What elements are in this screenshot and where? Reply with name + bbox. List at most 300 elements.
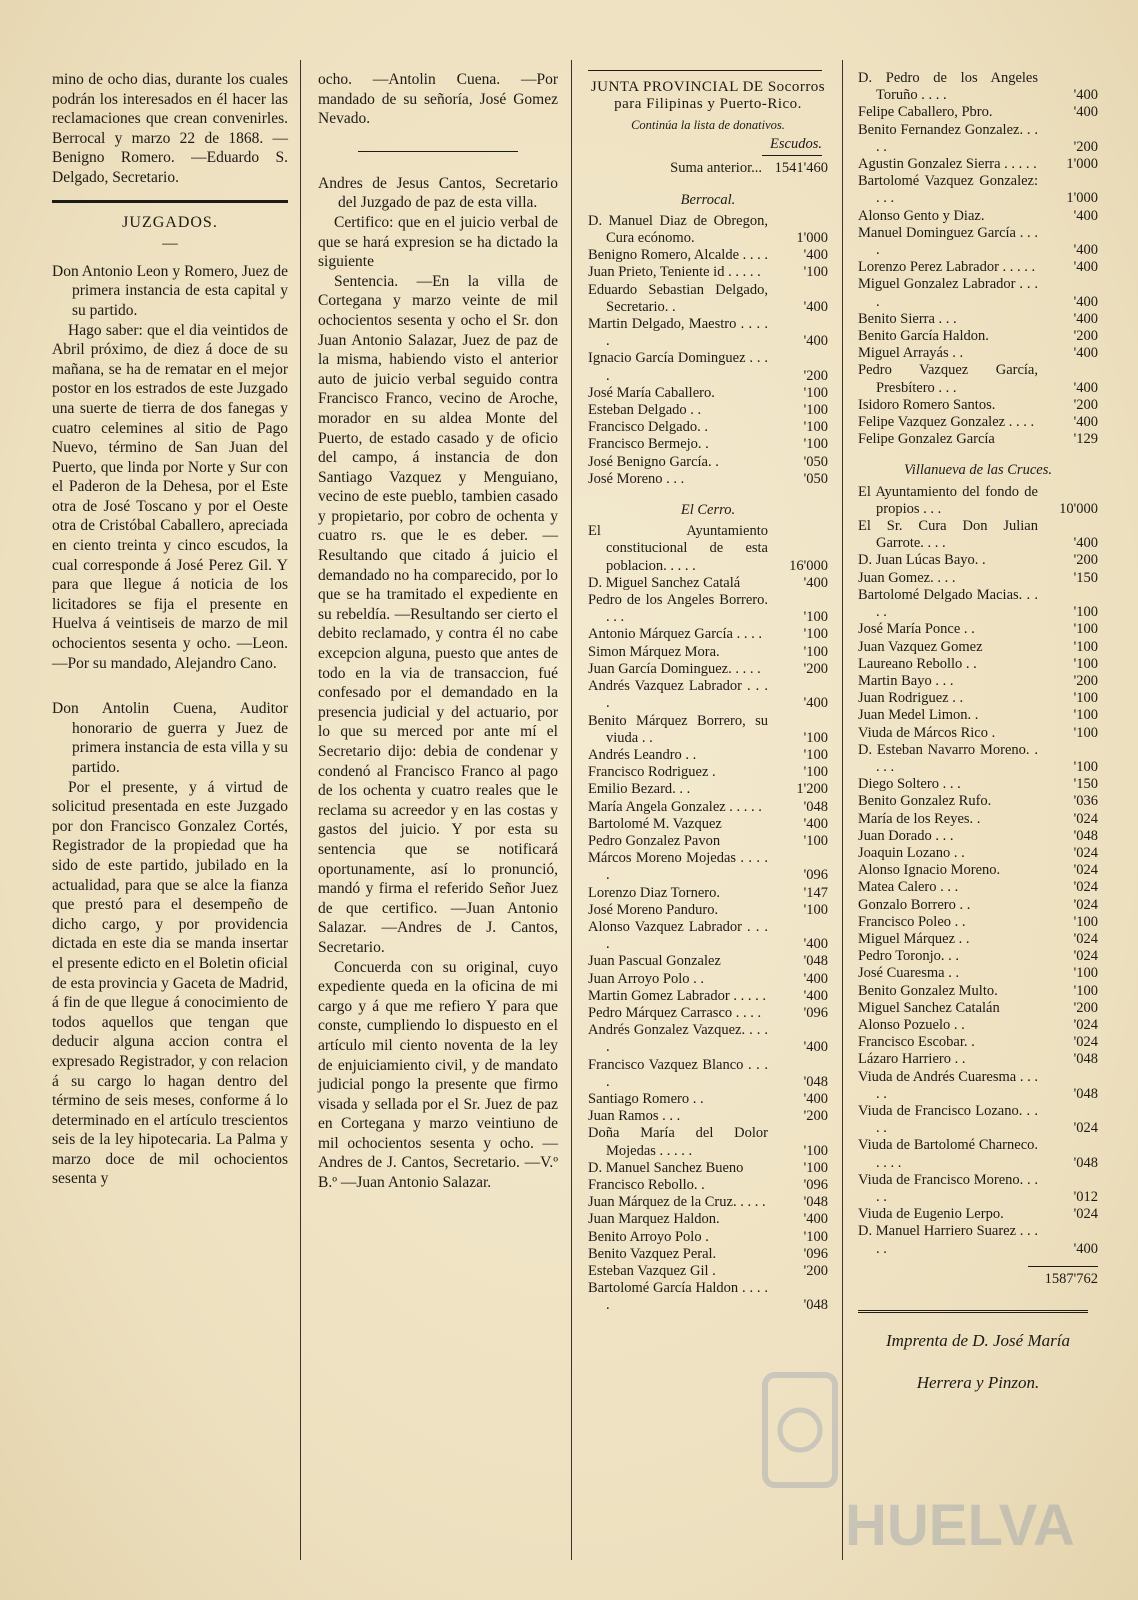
previous-sum-value: 1541'460 xyxy=(774,160,828,177)
donor-name: Miguel Gonzalez Labrador . . . . xyxy=(858,276,1038,310)
donor-name: Juan Pascual Gonzalez xyxy=(588,953,721,970)
donor-name: Pedro de los Angeles Borrero. . . . xyxy=(588,592,768,626)
donor-name: Pedro Gonzalez Pavon xyxy=(588,832,721,849)
donor-name: Esteban Vazquez Gil . xyxy=(588,1263,716,1279)
donor-name: Bartolomé García Haldon . . . . . xyxy=(588,1280,768,1314)
section-heading: JUZGADOS. xyxy=(122,213,218,231)
donation-row xyxy=(858,587,1098,621)
donor-name: Lorenzo Diaz Tornero. xyxy=(588,884,720,901)
donor-name: Benito Gonzalez Rufo. xyxy=(858,793,992,810)
donation-amount: '400 xyxy=(1073,87,1098,104)
donation-amount: '050 xyxy=(803,470,828,487)
donation-row xyxy=(588,592,828,626)
donation-amount: '096 xyxy=(803,1004,828,1021)
donor-name: Alonso Vazquez Labrador . . . . xyxy=(588,918,768,953)
donation-row xyxy=(858,879,1098,896)
donation-row xyxy=(858,828,1098,845)
donation-amount: '100 xyxy=(803,384,828,401)
donation-row xyxy=(858,690,1098,707)
donation-row xyxy=(858,1137,1098,1171)
donation-amount: '048 xyxy=(803,1297,828,1314)
donation-amount: '100 xyxy=(1073,724,1098,741)
donation-amount: '024 xyxy=(1073,1120,1098,1137)
seal-icon xyxy=(745,1355,1075,1565)
donation-amount: '100 xyxy=(803,609,828,626)
donor-name: Felipe Vazquez Gonzalez . . . . xyxy=(858,414,1035,431)
imprint-rule xyxy=(858,1310,1088,1315)
donor-name: Emilio Bezard. . . xyxy=(588,781,691,798)
donation-groups xyxy=(858,70,1098,1258)
donor-name: Benito Gonzalez Multo. xyxy=(858,982,998,999)
donation-row xyxy=(858,862,1098,879)
donation-amount: '100 xyxy=(803,1159,828,1176)
donation-row xyxy=(588,833,828,850)
donation-amount: '400 xyxy=(1073,379,1098,396)
donor-name: Juan Ramos . . . xyxy=(588,1108,681,1125)
donation-row xyxy=(588,247,828,264)
donor-name: Benito Fernandez Gonzalez. . . . . xyxy=(858,121,1038,155)
donor-name: Laureano Rebollo . . xyxy=(858,655,977,672)
notice-2-lead: Don Antolin Cuena, Auditor honorario de guerra y Juez de primera instancia de esta villa y su partido. xyxy=(52,700,288,776)
donation-row xyxy=(588,1280,828,1314)
donor-name: José Cuaresma . . xyxy=(858,965,960,982)
donor-name: Juan Marquez Haldon. xyxy=(588,1211,720,1228)
donation-amount: '050 xyxy=(803,453,828,470)
donation-amount: '400 xyxy=(803,815,828,832)
donor-name: Alonso Ignacio Moreno. xyxy=(858,862,1001,879)
donation-amount: '100 xyxy=(803,764,828,781)
donation-row xyxy=(858,1069,1098,1103)
donation-row xyxy=(588,626,828,643)
donation-amount: '048 xyxy=(1073,1085,1098,1102)
currency-label: Escudos. xyxy=(770,136,822,153)
donor-name: María Angela Gonzalez . . . . . xyxy=(588,798,762,815)
donation-row xyxy=(588,264,828,281)
donation-amount: '100 xyxy=(803,402,828,419)
donation-row xyxy=(858,1017,1098,1034)
donation-row xyxy=(858,1000,1098,1017)
donation-row xyxy=(858,742,1098,776)
donor-name: Alonso Pozuelo . . xyxy=(858,1016,965,1033)
donor-name: Benito Sierra . . . xyxy=(858,310,957,327)
donation-amount: '100 xyxy=(1073,707,1098,724)
donation-amount: '024 xyxy=(1073,930,1098,947)
donation-row xyxy=(588,1022,828,1056)
donor-name: Juan Vazquez Gomez xyxy=(858,638,983,655)
donation-row xyxy=(588,316,828,350)
donation-row xyxy=(588,644,828,661)
donor-name: Viuda de Márcos Rico . xyxy=(858,724,996,741)
donation-row xyxy=(588,799,828,816)
donor-name: El Ayuntamiento del fondo de propios . . . xyxy=(858,483,1038,517)
place-heading: El Cerro. xyxy=(680,502,736,519)
donation-row xyxy=(588,1091,828,1108)
donor-name: Felipe Caballero, Pbro. xyxy=(858,104,993,121)
donation-row xyxy=(588,678,828,712)
donation-amount: '024 xyxy=(1073,879,1098,896)
donation-amount: '400 xyxy=(1073,345,1098,362)
donation-amount: '400 xyxy=(1073,207,1098,224)
donation-row xyxy=(588,988,828,1005)
donation-amount: '400 xyxy=(803,1039,828,1056)
donation-amount: '400 xyxy=(1073,259,1098,276)
donation-row xyxy=(858,931,1098,948)
donation-amount: '400 xyxy=(803,970,828,987)
donor-name: Martin Delgado, Maestro . . . . . xyxy=(588,316,768,350)
donation-row xyxy=(858,259,1098,276)
donation-row xyxy=(858,362,1098,396)
donation-row xyxy=(588,816,828,833)
donor-name: Andrés Gonzalez Vazquez. . . . . xyxy=(588,1022,768,1056)
donor-name: María de los Reyes. . xyxy=(858,810,981,827)
donation-row xyxy=(588,1229,828,1246)
donor-name: Manuel Dominguez García . . . . xyxy=(858,224,1038,259)
donor-name: José María Ponce . . xyxy=(858,621,975,638)
donation-row xyxy=(858,311,1098,328)
donation-amount: '096 xyxy=(803,867,828,884)
donor-name: Francisco Delgado. . xyxy=(588,419,708,436)
donor-name: Viuda de Eugenio Lerpo. xyxy=(858,1206,1004,1223)
donor-name: José Moreno Panduro. xyxy=(588,901,719,918)
donation-row xyxy=(858,793,1098,810)
watermark-text: HUELVA xyxy=(845,1493,1075,1558)
column-1 xyxy=(52,70,288,1189)
list-continues-note: Continúa la lista de donativos. xyxy=(631,118,785,132)
donor-name: Bartolomé M. Vazquez xyxy=(588,815,722,832)
donation-amount: '100 xyxy=(803,901,828,918)
column-divider xyxy=(571,60,572,1560)
donation-row xyxy=(588,419,828,436)
donation-row xyxy=(858,328,1098,345)
donation-amount: '400 xyxy=(803,247,828,264)
donor-name: Esteban Delgado . . xyxy=(588,402,702,419)
donation-amount: '048 xyxy=(803,1073,828,1090)
donor-name: D. Manuel Harriero Suarez . . . . . xyxy=(858,1223,1038,1257)
donation-amount: '200 xyxy=(1073,396,1098,413)
notice-1-body: Hago saber: que el dia veintidos de Abril próximo, de diez á doce de su mañana, se ha de rematar en el mejor postor en los estrados de este Juzgado una suerte de tierra de dos fanegas y cuatro celemines al sitio de Pago Nuevo, término de San Juan del Puerto, que linda por Norte y Sur con el Paderon de la Dehesa, por el Este otra de José Toscano y por el Oeste otra de Cristóbal Caballero, apreciada en ciento treinta y cinco escudos, la cual corresponde á José Perez Gil. Y para que llegue á noticia de los licitadores se fija el presente en Huelva á veintiseis de marzo de mil ochocientos sesenta y ocho. —Leon. —Por su mandado, Alejandro Cano. xyxy=(52,321,288,672)
donation-amount: '400 xyxy=(1073,414,1098,431)
donor-name: Doña María del Dolor Mojedas . . . . . xyxy=(588,1125,768,1159)
donor-name: Lázaro Harriero . . xyxy=(858,1051,966,1068)
donation-amount: '200 xyxy=(803,367,828,384)
donation-row xyxy=(588,454,828,471)
column-divider xyxy=(842,60,843,1560)
donation-row xyxy=(588,575,828,592)
donation-row xyxy=(858,1172,1098,1206)
column-3 xyxy=(588,70,828,1315)
donation-amount: '200 xyxy=(1073,999,1098,1016)
donor-name: Andrés Leandro . . xyxy=(588,746,697,763)
donation-row xyxy=(858,639,1098,656)
donation-amount: '036 xyxy=(1073,793,1098,810)
place-heading: Berrocal. xyxy=(680,191,736,208)
donation-amount: '100 xyxy=(1073,638,1098,655)
spacer xyxy=(52,673,288,699)
donation-row xyxy=(588,713,828,747)
donor-name: Eduardo Sebastian Delgado, Secretario. . xyxy=(588,281,768,315)
donation-row xyxy=(588,402,828,419)
donor-name: Benito Vazquez Peral. xyxy=(588,1245,717,1262)
donation-amount: '048 xyxy=(1073,1154,1098,1171)
donation-groups xyxy=(588,192,828,1315)
donation-amount: '400 xyxy=(803,574,828,591)
donation-amount: '048 xyxy=(1073,1051,1098,1068)
donation-row xyxy=(588,1125,828,1159)
donation-row xyxy=(588,1108,828,1125)
donation-amount: 1'200 xyxy=(796,781,828,798)
donation-row xyxy=(858,1051,1098,1068)
donation-amount: '100 xyxy=(803,626,828,643)
donation-row xyxy=(588,523,828,575)
donation-amount: 10'000 xyxy=(1059,500,1098,517)
donation-amount: 1'000 xyxy=(1066,156,1098,173)
donor-name: Juan Gomez. . . . xyxy=(858,569,956,586)
donation-row xyxy=(588,885,828,902)
donation-row xyxy=(858,621,1098,638)
donation-amount: 1'000 xyxy=(1066,190,1098,207)
donation-row xyxy=(588,1177,828,1194)
sum-rule xyxy=(762,155,822,156)
edict-ending: mino de ocho dias, durante los cuales podrán los interesados en él hacer las reclamaciones que crean convenirles. Berrocal y marzo 22 de 1868. —Benigno Romero. —Eduardo S. Delgado, Secretario. xyxy=(52,71,288,186)
donor-name: Miguel Arrayás . . xyxy=(858,345,964,362)
donation-amount: '048 xyxy=(803,1194,828,1211)
imprint-line-1: Imprenta de D. José María xyxy=(886,1331,1070,1351)
donation-row xyxy=(858,397,1098,414)
donor-name: Alonso Gento y Diaz. xyxy=(858,207,985,224)
donation-row xyxy=(858,122,1098,156)
donation-amount: '400 xyxy=(1073,104,1098,121)
donation-amount: '048 xyxy=(803,953,828,970)
donor-name: D. Manuel Diaz de Obregon, Cura ecónomo. xyxy=(588,212,768,247)
donation-amount: '100 xyxy=(1073,621,1098,638)
donor-name: Miguel Sanchez Catalán xyxy=(858,999,1000,1016)
donor-name: Felipe Gonzalez García xyxy=(858,431,995,448)
donation-amount: '100 xyxy=(803,264,828,281)
donation-row xyxy=(858,173,1098,207)
heading-dash: — xyxy=(162,235,178,253)
donor-name: Francisco Rebollo. . xyxy=(588,1176,705,1193)
donation-amount: '100 xyxy=(803,832,828,849)
donation-row xyxy=(858,811,1098,828)
donation-amount: '100 xyxy=(1073,604,1098,621)
donation-amount: '024 xyxy=(1073,844,1098,861)
donation-amount: '400 xyxy=(1073,242,1098,259)
donation-amount: '100 xyxy=(803,1228,828,1245)
donation-row xyxy=(858,552,1098,569)
donation-row xyxy=(858,70,1098,104)
donation-row xyxy=(588,350,828,384)
donation-amount: '100 xyxy=(1073,913,1098,930)
donor-name: Martin Bayo . . . xyxy=(858,672,954,689)
donation-amount: 1'000 xyxy=(796,230,828,247)
donation-amount: '100 xyxy=(1073,758,1098,775)
donation-amount: '100 xyxy=(1073,655,1098,672)
donation-row xyxy=(858,570,1098,587)
donation-amount: '200 xyxy=(803,1263,828,1279)
donation-amount: '400 xyxy=(803,695,828,712)
separator-rule xyxy=(358,151,518,152)
column-divider xyxy=(300,60,301,1560)
donor-name: Viuda de Francisco Lozano. . . . . xyxy=(858,1102,1038,1137)
donor-name: Juan Dorado . . . xyxy=(858,827,954,844)
donor-name: Bartolomé Delgado Macias. . . . . xyxy=(858,586,1038,621)
donor-name: Juan Medel Limon. . xyxy=(858,707,979,724)
donor-name: Matea Calero . . . xyxy=(858,879,959,896)
top-rule xyxy=(588,70,822,71)
junta-title: JUNTA PROVINCIAL DE Socorros para Filipinas y Puerto-Rico. xyxy=(590,79,826,112)
donation-row xyxy=(858,276,1098,310)
donation-row xyxy=(588,971,828,988)
donor-name: Santiago Romero . . xyxy=(588,1090,704,1107)
donation-amount: '024 xyxy=(1073,1016,1098,1033)
donation-row xyxy=(588,436,828,453)
donation-amount: '100 xyxy=(1073,965,1098,982)
donor-name: Miguel Márquez . . xyxy=(858,930,970,947)
donor-name: Pedro Toronjo. . . xyxy=(858,948,960,965)
place-heading: Villanueva de las Cruces. xyxy=(904,462,1052,479)
donation-amount: '200 xyxy=(1073,672,1098,689)
total-rule xyxy=(1028,1266,1098,1267)
donation-amount: '400 xyxy=(803,1090,828,1107)
donation-row xyxy=(858,225,1098,259)
previous-sum-row xyxy=(588,160,828,177)
donor-name: D. Miguel Sanchez Catalá xyxy=(588,574,741,591)
donor-name: D. Manuel Sanchez Bueno xyxy=(588,1159,744,1176)
donation-amount: '048 xyxy=(1073,827,1098,844)
donation-row xyxy=(858,1223,1098,1257)
donation-row xyxy=(858,1206,1098,1223)
donation-row xyxy=(588,781,828,798)
donation-amount: '096 xyxy=(803,1176,828,1193)
donor-name: Juan García Dominguez. . . . . xyxy=(588,660,761,677)
donation-row xyxy=(588,919,828,953)
donation-amount: '200 xyxy=(803,1108,828,1125)
donor-name: Simon Márquez Mora. xyxy=(588,643,720,660)
donation-amount: '096 xyxy=(803,1245,828,1262)
donation-row xyxy=(588,213,828,247)
donation-row xyxy=(858,707,1098,724)
donation-amount: '100 xyxy=(803,746,828,763)
donation-row xyxy=(588,1057,828,1091)
notice-1-lead: Don Antonio Leon y Romero, Juez de primera instancia de esta capital y su partido. xyxy=(52,262,288,319)
column-4 xyxy=(858,70,1098,1399)
donor-name: Martin Gomez Labrador . . . . . xyxy=(588,987,766,1004)
donor-name: El Sr. Cura Don Julian Garrote. . . . xyxy=(858,518,1038,552)
donation-amount: '129 xyxy=(1073,431,1098,448)
donation-row xyxy=(588,747,828,764)
donor-name: D. Esteban Navarro Moreno. . . . . xyxy=(858,741,1038,775)
donation-amount: '200 xyxy=(803,660,828,677)
donor-name: José Benigno García. . xyxy=(588,453,719,470)
concuerda-paragraph: Concuerda con su original, cuyo expediente queda en la oficina de mi cargo y á que me refiero Y para que conste, cumpliendo lo dispuesto en el artículo mil ciento noventa de la ley de enjuiciamiento civil, y de mandato judicial pongo la presente que firmo visada y sellada por el Sr. Juez de paz en Cortegana y marzo veintiuno de mil ochocientos sesenta y ocho. —Andres de J. Cantos, Secretario. —V.º B.º —Juan Antonio Salazar. xyxy=(318,958,558,1192)
donor-name: Francisco Poleo . . xyxy=(858,913,966,930)
donor-name: Juan Prieto, Teniente id . . . . . xyxy=(588,264,761,281)
donor-name: Francisco Vazquez Blanco . . . . xyxy=(588,1056,768,1090)
notice-3-lead: Andres de Jesus Cantos, Secretario del Juzgado de paz de esta villa. xyxy=(318,174,558,212)
donation-amount: '400 xyxy=(1073,310,1098,327)
donation-row xyxy=(588,953,828,970)
donor-name: Juan Arroyo Polo . . xyxy=(588,970,704,987)
imprint-line-2: Herrera y Pinzon. xyxy=(916,1373,1040,1393)
donation-amount: '400 xyxy=(1073,535,1098,552)
donation-row xyxy=(858,414,1098,431)
donation-amount: '048 xyxy=(803,798,828,815)
donor-name: José Moreno . . . xyxy=(588,470,685,487)
donor-name: D. Juan Lúcas Bayo. . xyxy=(858,552,986,569)
donation-row xyxy=(858,484,1098,518)
donation-row xyxy=(858,673,1098,690)
previous-sum-label: Suma anterior... xyxy=(670,160,762,177)
donation-row xyxy=(858,1103,1098,1137)
donation-amount: '024 xyxy=(1073,1206,1098,1223)
donation-row xyxy=(588,902,828,919)
donor-name: Joaquin Lozano . . xyxy=(858,844,965,861)
donation-row xyxy=(858,656,1098,673)
donation-amount: '400 xyxy=(803,987,828,1004)
donation-row xyxy=(588,1160,828,1177)
notice-2-ending: ocho. —Antolin Cuena. —Por mandado de su señoría, José Gomez Nevado. xyxy=(318,71,558,128)
donation-amount: '400 xyxy=(803,936,828,953)
donation-row xyxy=(858,725,1098,742)
donor-name: Juan Rodriguez . . xyxy=(858,690,964,707)
donation-row xyxy=(858,156,1098,173)
donation-row xyxy=(858,345,1098,362)
donation-amount: '400 xyxy=(803,298,828,315)
donation-amount: '100 xyxy=(803,436,828,453)
donation-amount: '024 xyxy=(1073,810,1098,827)
donor-name: Viuda de Andrés Cuaresma . . . . . xyxy=(858,1068,1038,1102)
donor-name: José María Caballero. xyxy=(588,384,715,401)
donation-row xyxy=(858,965,1098,982)
donation-amount: '100 xyxy=(803,729,828,746)
donation-amount: '100 xyxy=(803,643,828,660)
notice-2-body: Por el presente, y á virtud de solicitud presentada en este Juzgado por don Francisco Gonzalez Cortés, Registrador de la propiedad que ha sido de este partido, jubilado en la actualidad, para que se alce la fianza que prestó para el desempeño de dicho cargo, y por providencia dictada en este dia se manda insertar el presente edicto en el Boletin oficial de esta provincia y Gaceta de Madrid, á fin de que llegue á conocimiento de todos aquellos que tengan que deducir alguna accion contra el expresado Registrador, y con relacion á su cargo lo hagan dentro del término de seis meses, conforme á lo determinado en el artículo trescientos seis de la ley hipotecaria. La Palma y marzo doce de mil ochocientos sesenta y xyxy=(52,778,288,1188)
donor-name: Isidoro Romero Santos. xyxy=(858,396,996,413)
donation-row xyxy=(858,897,1098,914)
donation-row xyxy=(588,1211,828,1228)
donation-amount: '024 xyxy=(1073,948,1098,965)
donation-amount: 16'000 xyxy=(789,557,828,574)
donor-name: Benito García Haldon. xyxy=(858,328,989,345)
donor-name: Gonzalo Borrero . . xyxy=(858,896,971,913)
donor-name: Márcos Moreno Mojedas . . . . . xyxy=(588,850,768,884)
donation-amount: '147 xyxy=(803,884,828,901)
donation-amount: '100 xyxy=(803,419,828,436)
donation-amount: '100 xyxy=(1073,982,1098,999)
donor-name: Viuda de Francisco Moreno. . . . . xyxy=(858,1171,1038,1205)
donor-name: Agustin Gonzalez Sierra . . . . . xyxy=(858,156,1037,173)
donor-name: El Ayuntamiento constitucional de esta poblacion. . . . . xyxy=(588,523,768,574)
donation-row xyxy=(858,983,1098,1000)
donation-amount: '100 xyxy=(1073,690,1098,707)
donation-amount: '400 xyxy=(803,333,828,350)
donation-amount: '200 xyxy=(1073,552,1098,569)
donation-row xyxy=(588,850,828,884)
donation-amount: '150 xyxy=(1073,569,1098,586)
donation-row xyxy=(588,471,828,488)
donation-row xyxy=(858,914,1098,931)
donation-row xyxy=(588,282,828,316)
donation-row xyxy=(858,518,1098,552)
donor-name: Viuda de Bartolomé Charneco. . . . . xyxy=(858,1137,1038,1171)
donation-row xyxy=(588,1194,828,1211)
donation-row xyxy=(588,1005,828,1022)
donor-name: Francisco Escobar. . xyxy=(858,1034,975,1051)
section-rule xyxy=(52,200,288,203)
donor-name: Pedro Vazquez García, Presbítero . . . xyxy=(858,362,1038,396)
donation-row xyxy=(858,948,1098,965)
donation-row xyxy=(858,776,1098,793)
